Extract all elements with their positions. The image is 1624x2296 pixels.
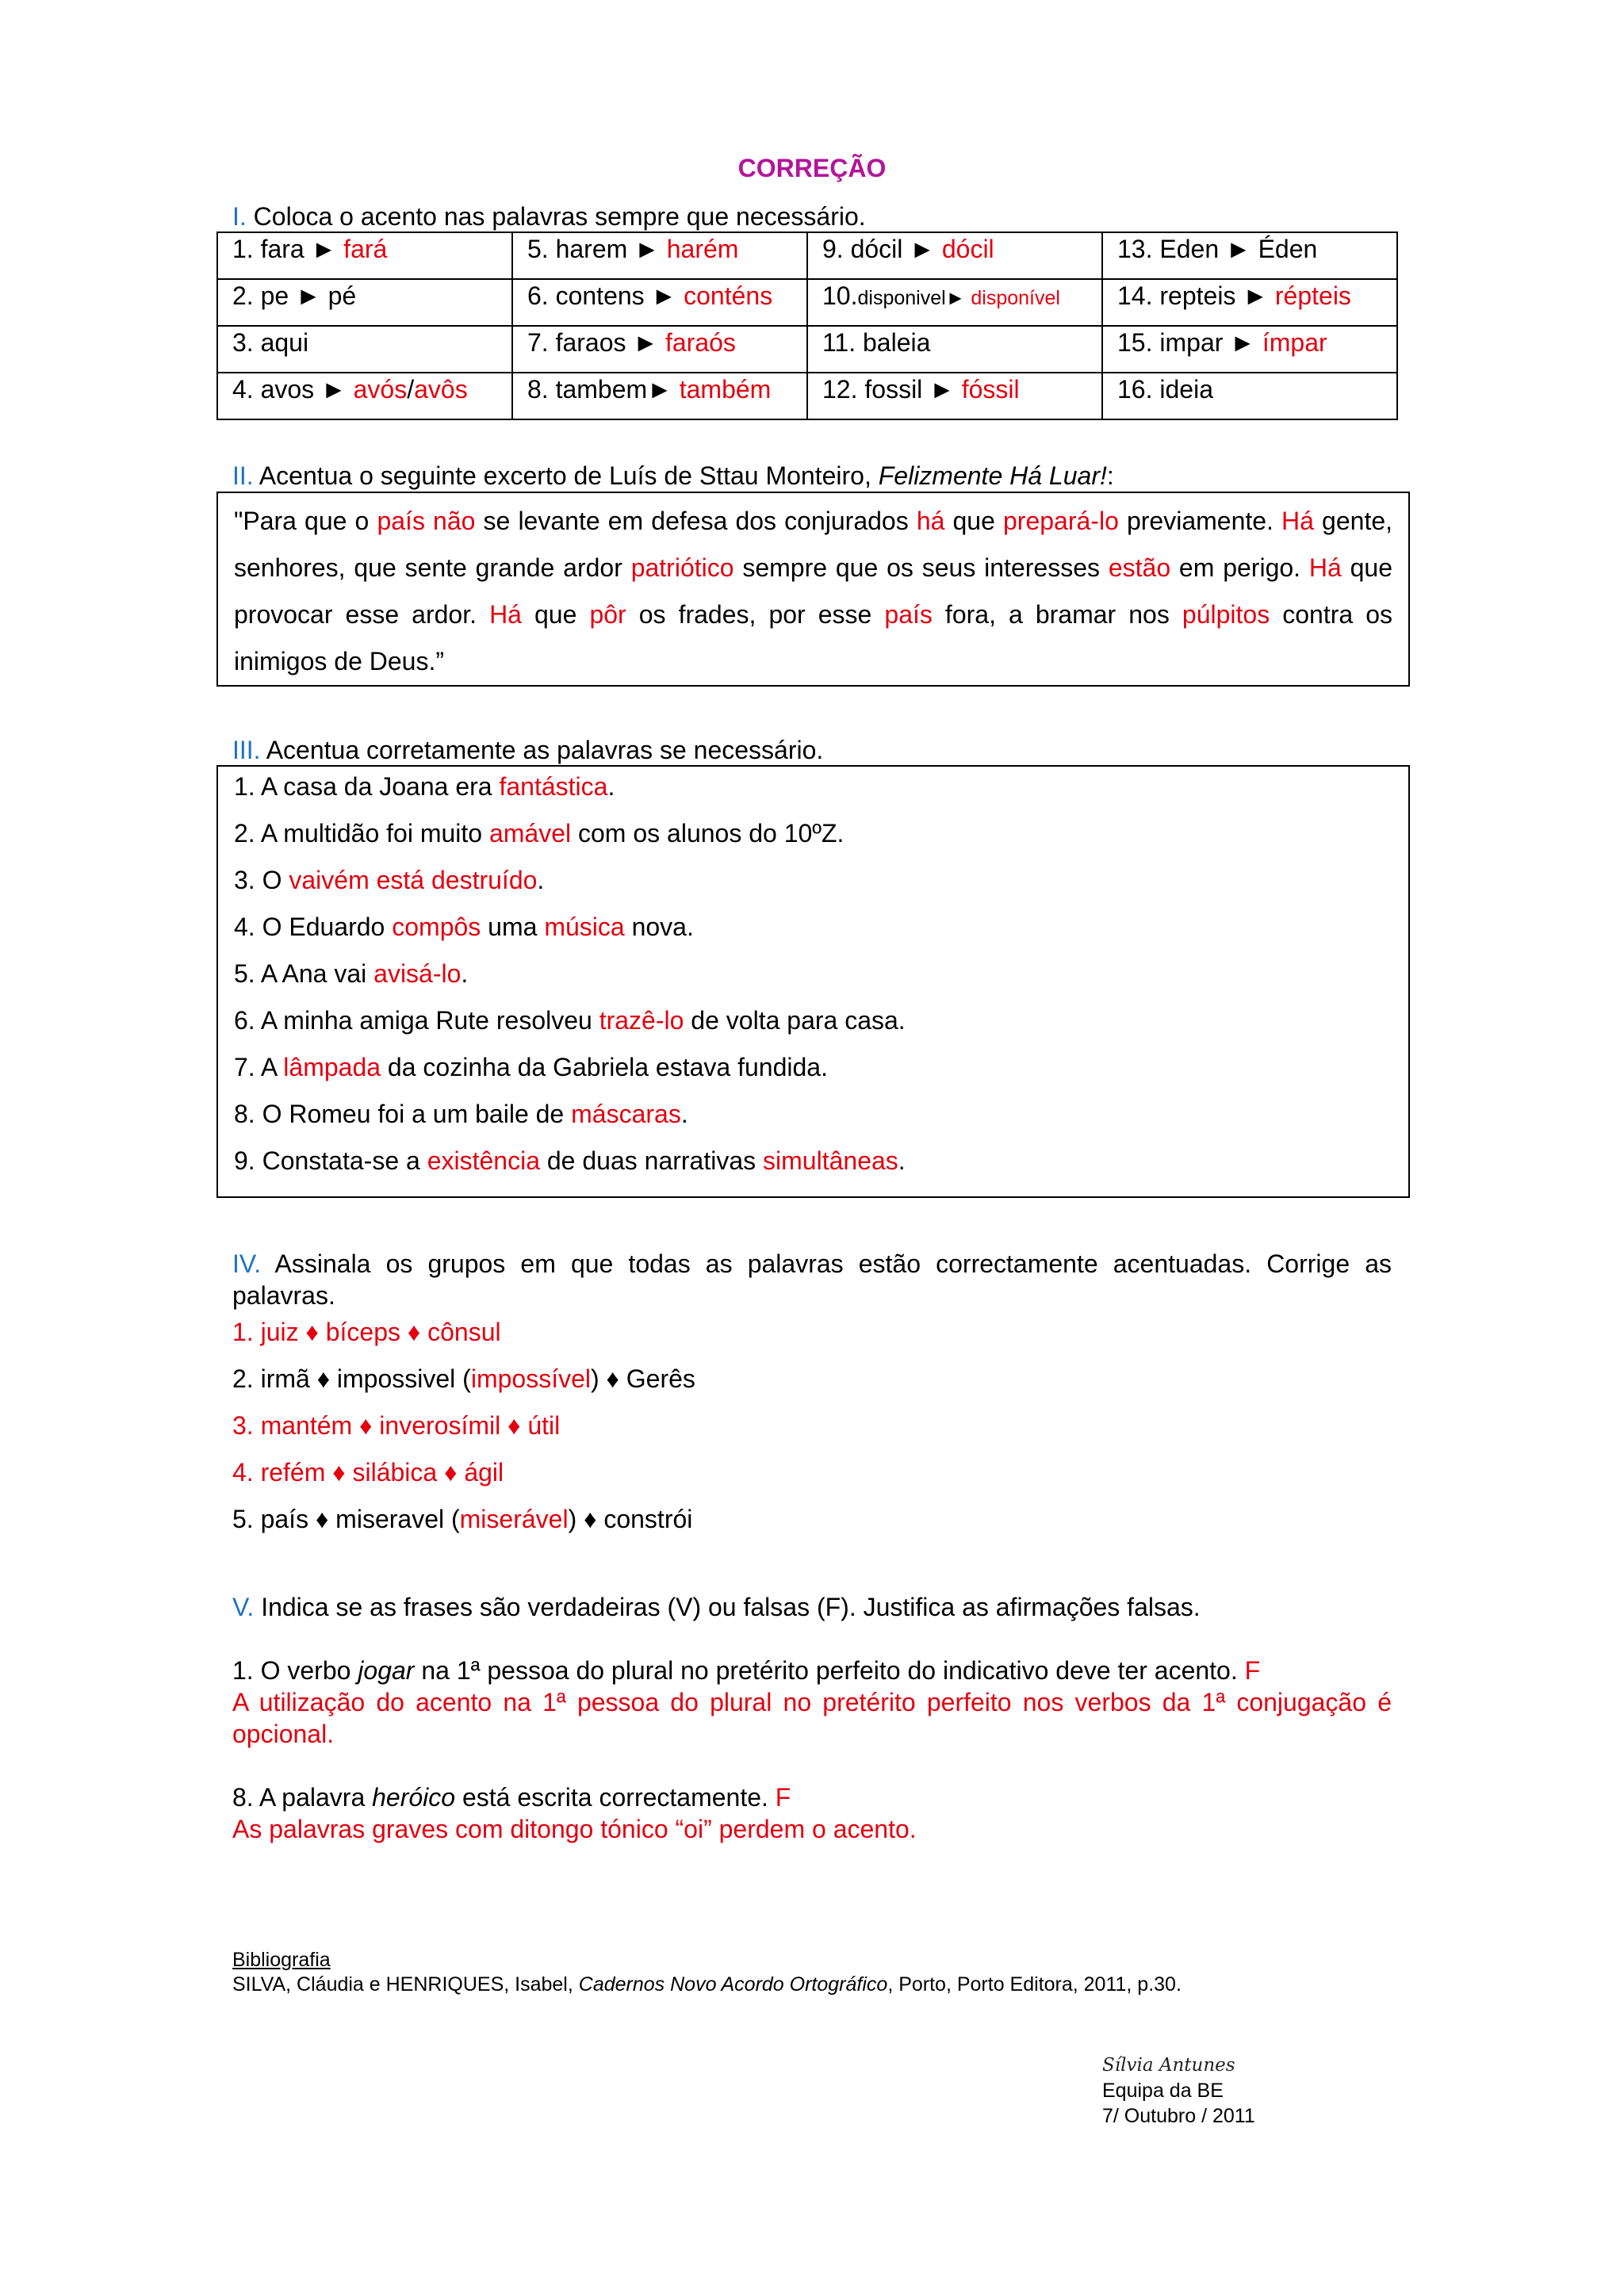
section-2-heading: II. Acentua o seguinte excerto de Luís de Sttau Monteiro, Felizmente Há Luar!: [232,461,1114,490]
list-item: 2. irmã ♦ impossivel (impossível) ♦ Gerês [232,1364,695,1393]
sentences-box [216,765,1410,1198]
justification: As palavras graves com ditongo tónico “oi” perdem o acento. [232,1815,917,1843]
justification: A utilização do acento na 1ª pessoa do plural no pretérito perfeito nos verbos da 1ª conjugação é opcional. [232,1688,1392,1748]
table-cell: 16. ideia [1102,373,1397,419]
accent-table [216,232,1398,420]
list-item: 9. Constata-se a existência de duas narrativas simultâneas. [234,1146,906,1175]
table-row [217,232,1397,279]
table-row [217,373,1397,419]
answer-badge: F [775,1783,791,1812]
table-cell: 15. impar ► ímpar [1102,326,1397,373]
table-cell: 2. pe ► pé [217,279,512,326]
book-title: Felizmente Há Luar! [878,461,1107,490]
section-3-number: III. [232,736,261,764]
signature-block [1102,2053,1255,2129]
table-cell: 12. fossil ► fóssil [807,373,1102,419]
bibliography-label: Bibliografia [232,1949,331,1971]
list-item: 1. A casa da Joana era fantástica. [234,772,615,801]
table-cell: 8. tambem► também [512,373,807,419]
table-cell: 4. avos ► avós/avôs [217,373,512,419]
section-4-number: IV. [232,1249,262,1278]
statement-8: 8. A palavra heróico está escrita correctamente. F As palavras graves com ditongo tónico “oi” perdem o acento. [232,1781,1392,1845]
table-cell: 6. contens ► conténs [512,279,807,326]
table-cell: 7. faraos ► faraós [512,326,807,373]
section-1-heading [232,201,866,232]
section-2-instruction: Acentua o seguinte excerto de Luís de Sttau Monteiro, [259,461,871,490]
section-4-instruction: Assinala os grupos em que todas as palavras estão correctamente acentuadas. Corrige as palavras. [232,1249,1392,1310]
list-item: 7. A lâmpada da cozinha da Gabriela estava fundida. [234,1053,828,1081]
table-cell: 5. harem ► harém [512,232,807,279]
section-2-number: II. [232,461,254,490]
word-groups [232,1312,1390,1546]
section-3-instruction: Acentua corretamente as palavras se necessário. [266,736,824,764]
section-3-heading [232,734,823,766]
section-1-instruction: Coloca o acento nas palavras sempre que necessário. [253,202,866,231]
list-item: 2. A multidão foi muito amável com os alunos do 10ºZ. [234,819,845,848]
list-item: 1. juiz ♦ bíceps ♦ cônsul [232,1318,501,1346]
section-5-heading [232,1591,1201,1623]
document-date: 7/ Outubro / 2011 [1102,2105,1255,2127]
table-cell: 1. fara ► fará [217,232,512,279]
list-item: 6. A minha amiga Rute resolveu trazê-lo de volta para casa. [234,1006,906,1035]
table-cell: 13. Eden ► Éden [1102,232,1397,279]
table-cell: 14. repteis ► répteis [1102,279,1397,326]
section-4-heading [232,1248,1392,1311]
table-row [217,279,1397,326]
table-cell: 11. baleia [807,326,1102,373]
list-item: 5. país ♦ miseravel (miserável) ♦ constrói [232,1505,693,1533]
excerpt-box: "Para que o país não se levante em defesa dos conjurados há que prepará-lo previamente. Há gente, senhores, que sente grande ardor patriótico sempre que os seus interesses estão em perigo. Há que provocar esse ardor. Há que pôr os frades, por esse país fora, a bramar nos púlpitos contra os inimigos de Deus.” [216,492,1410,687]
table-cell: 9. dócil ► dócil [807,232,1102,279]
list-item: 4. O Eduardo compôs uma música nova. [234,913,694,941]
table-cell: 3. aqui [217,326,512,373]
list-item: 3. mantém ♦ inverosímil ♦ útil [232,1411,561,1440]
author-signature: Sílvia Antunes [1102,2055,1235,2076]
table-row [217,326,1397,373]
section-1-number: I. [232,202,247,231]
list-item: 3. O vaivém está destruído. [234,866,545,894]
statement-1: 1. O verbo jogar na 1ª pessoa do plural no pretérito perfeito do indicativo deve ter acento. F A utilização do acento na 1ª pessoa do plural no pretérito perfeito nos verbos da 1ª conjugação é opcional. [232,1656,1392,1748]
list-item: 8. O Romeu foi a um baile de máscaras. [234,1100,688,1128]
page-title: CORREÇÃO [737,154,887,182]
list-item: 5. A Ana vai avisá-lo. [234,959,469,988]
section-5-number: V. [232,1593,255,1621]
answer-badge: F [1244,1656,1261,1685]
list-item: 4. refém ♦ silábica ♦ ágil [232,1458,504,1487]
bibliography-reference: SILVA, Cláudia e HENRIQUES, Isabel, Cadernos Novo Acordo Ortográfico, Porto, Porto Editora, 2011, p.30. [232,1973,1182,1996]
section-5-instruction: Indica se as frases são verdadeiras (V) ou falsas (F). Justifica as afirmações falsas. [261,1593,1201,1621]
table-cell: 10.disponivel► disponível [807,279,1102,326]
team-name: Equipa da BE [1102,2080,1224,2102]
